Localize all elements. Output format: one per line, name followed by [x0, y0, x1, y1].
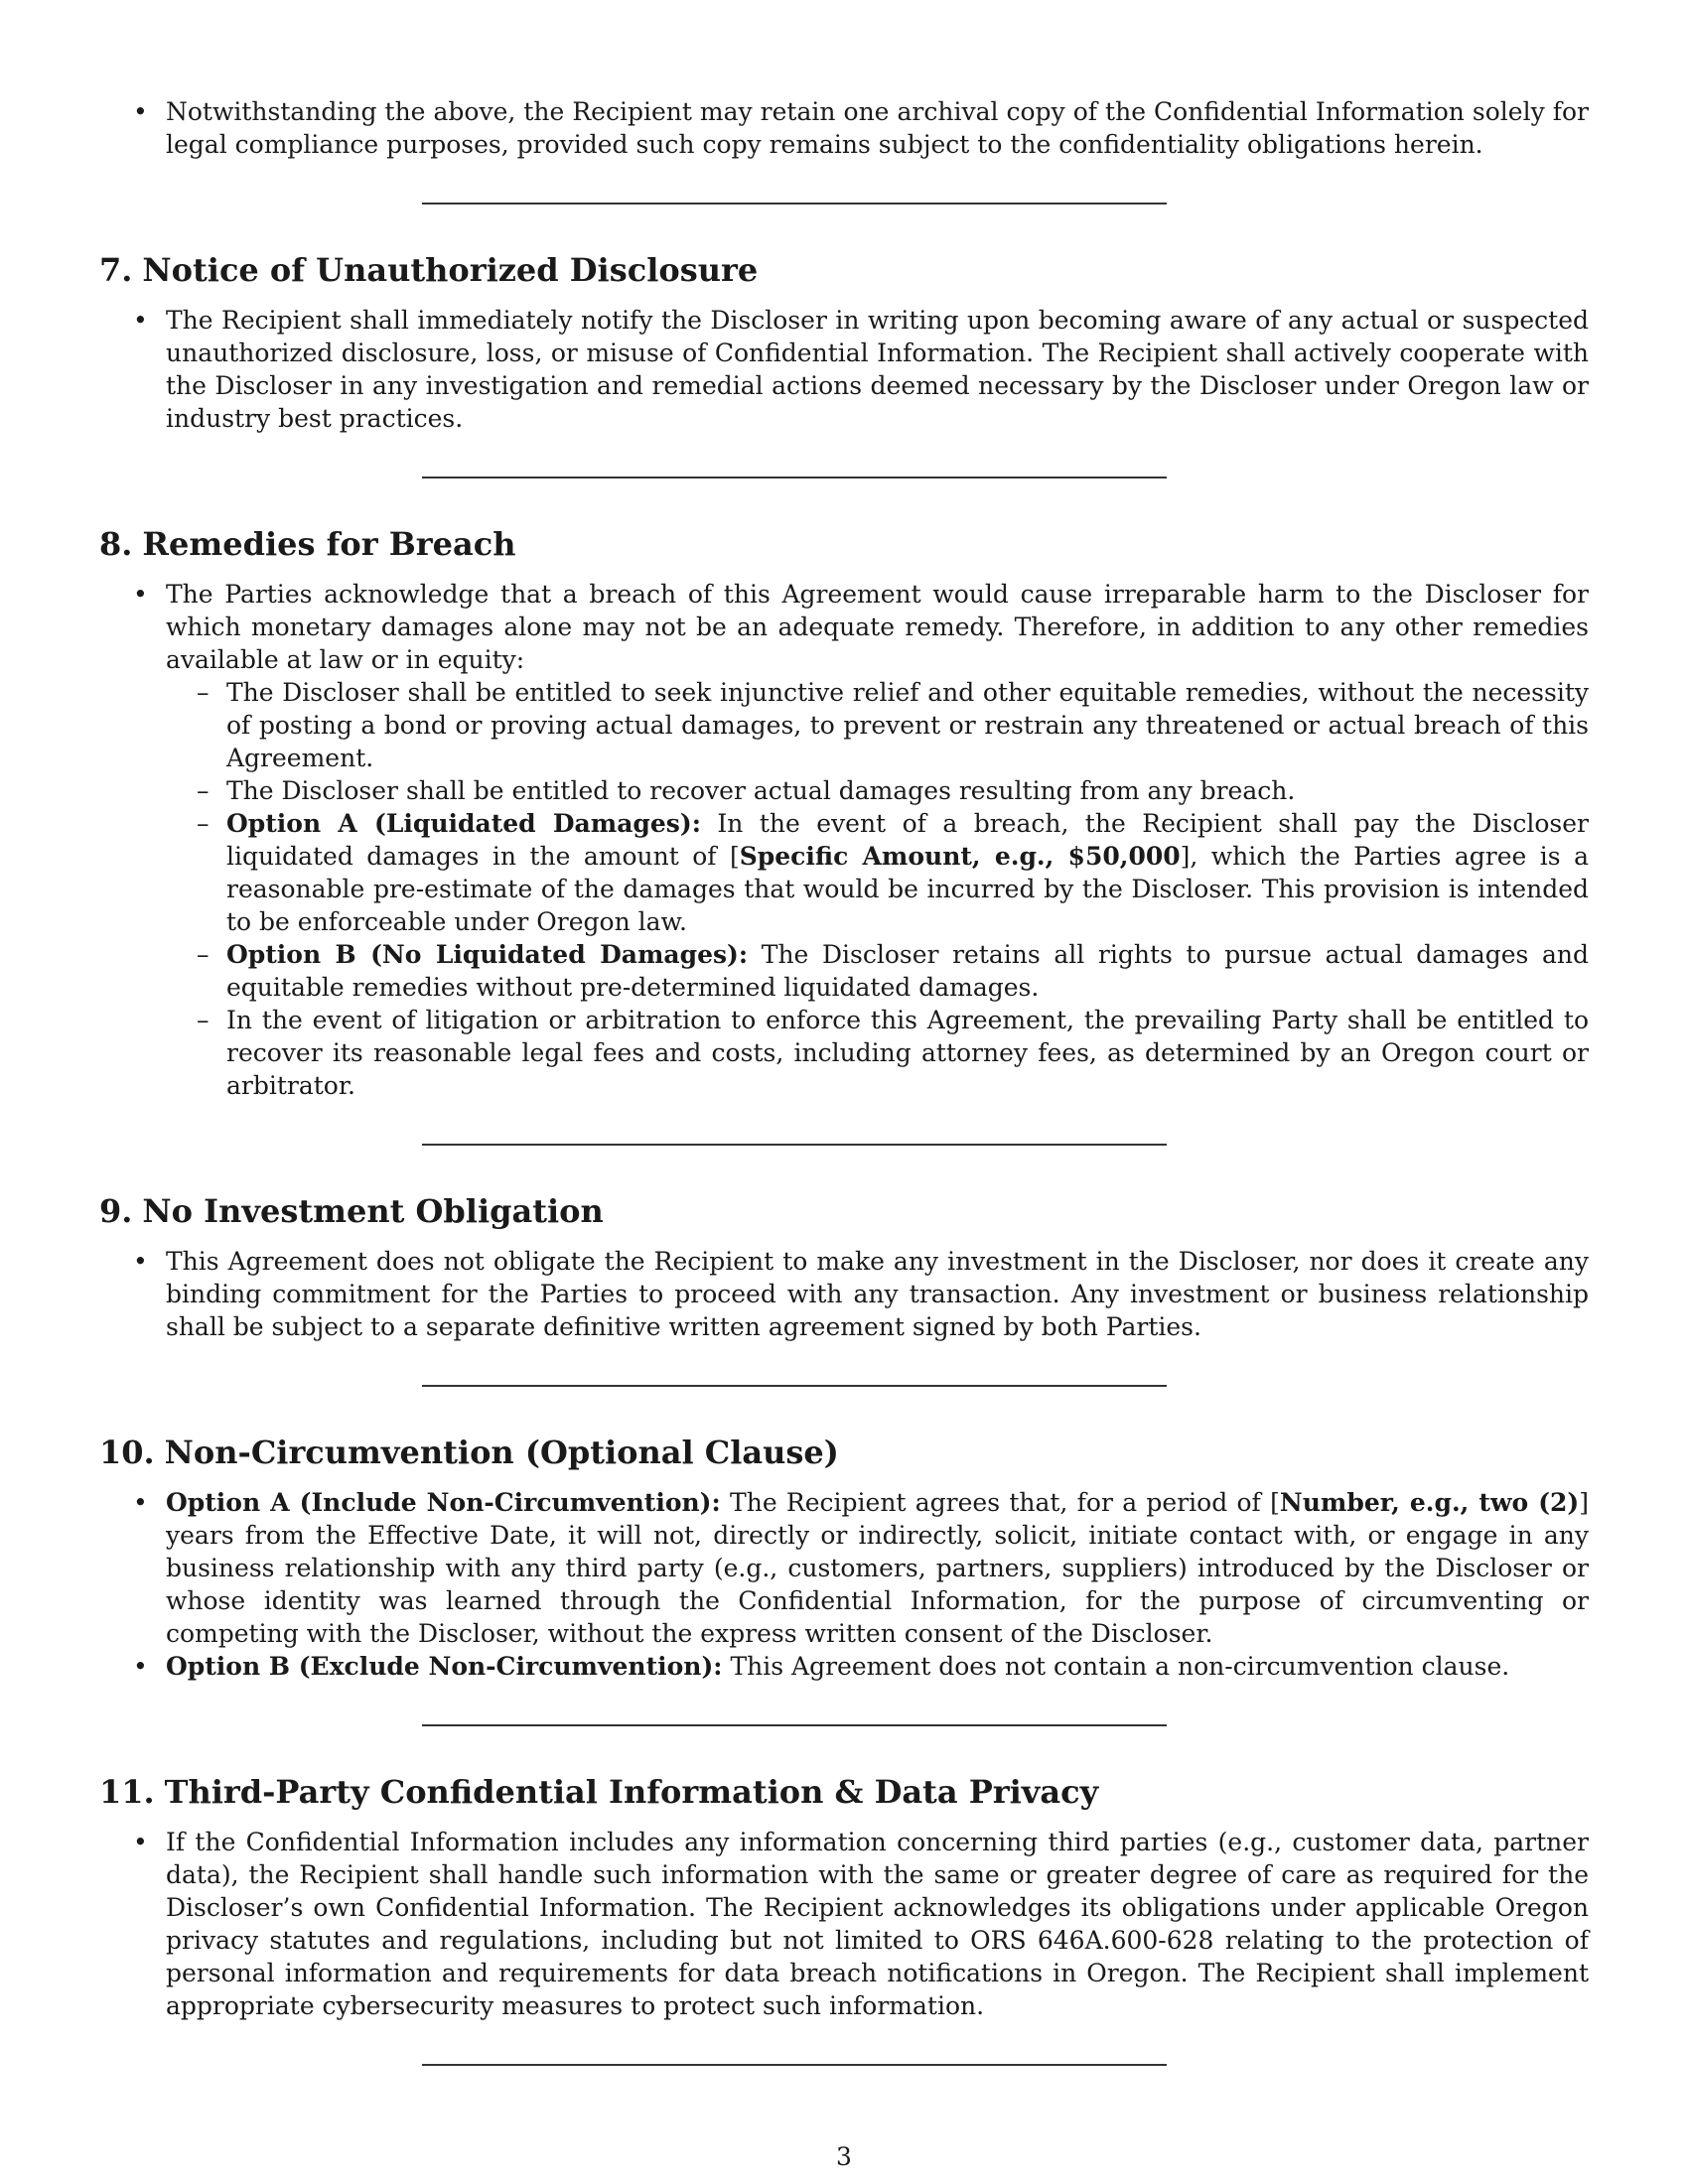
- sub-list: [166, 676, 1589, 1102]
- bullet-list: [99, 1486, 1589, 1683]
- intro-bullet-text: Notwithstanding the above, the Recipient may retain one archival copy of the Confidential Information solely for legal compliance purposes, provided such copy remains subject to the confidentiality obligations herein.: [166, 97, 1589, 159]
- section-10: [99, 1433, 1589, 1683]
- section-title: Remedies for Breach: [142, 525, 516, 563]
- section-heading: [99, 1772, 1589, 1812]
- sub-item-text: In the event of a breach, the Recipient shall pay the Discloser liquidated damages in the amount of [: [226, 809, 1589, 871]
- list-item: [99, 1826, 1589, 2022]
- section-heading: [99, 1433, 1589, 1472]
- list-item: [99, 578, 1589, 1102]
- list-item: [99, 304, 1589, 435]
- section-heading: [99, 524, 1589, 564]
- section-7: [99, 250, 1589, 435]
- section-divider: [422, 1144, 1167, 1146]
- option-label: Option A (Liquidated Damages):: [226, 809, 701, 838]
- bullet-text: ] years from the Effective Date, it will not, directly or indirectly, solicit, initiate contact with, or engage in any business relationship with any third party (e.g., customers, partners, suppliers) introduced by the Discloser or whose identity was learned through the Confidential Information, for the purpose of circumventing or competing with the Discloser, without the express written consent of the Discloser.: [166, 1488, 1590, 1648]
- bullet-text: The Recipient shall immediately notify the Discloser in writing upon becoming aware of any actual or suspected unauthorized disclosure, loss, or misuse of Confidential Information. The Recipient shall actively cooperate with the Discloser in any investigation and remedial actions deemed necessary by the Discloser under Oregon law or industry best practices.: [166, 306, 1589, 433]
- sub-list-item: [166, 938, 1589, 1004]
- section-number: 10.: [99, 1433, 155, 1471]
- section-heading: [99, 1191, 1589, 1231]
- section-11: [99, 1772, 1589, 2022]
- sub-item-text: In the event of litigation or arbitration to enforce this Agreement, the prevailing Party shall be entitled to recover its reasonable legal fees and costs, including attorney fees, as determined by an Oregon court or arbitrator.: [226, 1006, 1589, 1100]
- page-content: [99, 95, 1589, 2066]
- bullet-list: [99, 304, 1589, 435]
- section-divider: [422, 2064, 1167, 2066]
- option-label: Option B (No Liquidated Damages):: [226, 940, 749, 969]
- section-divider: [422, 203, 1167, 205]
- sub-list-item: [166, 676, 1589, 774]
- list-item: [99, 1245, 1589, 1343]
- section-divider: [422, 1724, 1167, 1726]
- bullet-text: The Parties acknowledge that a breach of this Agreement would cause irreparable harm to the Discloser for which monetary damages alone may not be an adequate remedy. Therefore, in addition to any other remedies available at law or in equity:: [166, 580, 1589, 674]
- option-label: Option B (Exclude Non-Circumvention):: [166, 1652, 723, 1681]
- sub-item-text: The Discloser shall be entitled to seek injunctive relief and other equitable remedies, without the necessity of posting a bond or proving actual damages, to prevent or restrain any threatened or actual breach of this Agreement.: [226, 678, 1589, 772]
- option-label: Option A (Include Non-Circumvention):: [166, 1488, 721, 1517]
- list-item: [99, 1486, 1589, 1650]
- section-number: 8.: [99, 525, 133, 563]
- placeholder-number: Number, e.g., two (2): [1279, 1488, 1580, 1517]
- section-title: Third-Party Confidential Information & Data Privacy: [164, 1773, 1099, 1811]
- bullet-list: [99, 1826, 1589, 2022]
- list-item: [99, 95, 1589, 161]
- sub-list-item: [166, 807, 1589, 938]
- section-number: 11.: [99, 1773, 155, 1811]
- intro-bullet-list: [99, 95, 1589, 161]
- section-number: 9.: [99, 1192, 133, 1230]
- section-number: 7.: [99, 251, 133, 289]
- page-number: 3: [836, 2142, 852, 2171]
- sub-item-text: ], which the Parties agree is a reasonable pre-estimate of the damages that would be incurred by the Discloser. This provision is intended to be enforceable under Oregon law.: [226, 842, 1589, 936]
- section-divider: [422, 1385, 1167, 1387]
- section-title: Notice of Unauthorized Disclosure: [142, 251, 759, 289]
- bullet-list: [99, 578, 1589, 1102]
- sub-item-text: The Discloser retains all rights to pursue actual damages and equitable remedies without pre-determined liquidated damages.: [226, 940, 1590, 1002]
- bullet-text: The Recipient agrees that, for a period of [: [720, 1488, 1280, 1517]
- section-divider: [422, 477, 1167, 478]
- bullet-text: This Agreement does not contain a non-circumvention clause.: [722, 1652, 1510, 1681]
- sub-list-item: [166, 1004, 1589, 1102]
- list-item: [99, 1650, 1589, 1683]
- sub-list-item: [166, 774, 1589, 807]
- section-heading: [99, 250, 1589, 290]
- bullet-text: If the Confidential Information includes any information concerning third parties (e.g., customer data, partner data), the Recipient shall handle such information with the same or greater degree of care as required for the Discloser’s own Confidential Information. The Recipient acknowledges its obligations under applicable Oregon privacy statutes and regulations, including but not limited to ORS 646A.600-628 relating to the protection of personal information and requirements for data breach notifications in Oregon. The Recipient shall implement appropriate cybersecurity measures to protect such information.: [166, 1828, 1589, 2020]
- section-title: Non-Circumvention (Optional Clause): [164, 1433, 839, 1471]
- section-8: [99, 524, 1589, 1102]
- sub-item-text: The Discloser shall be entitled to recover actual damages resulting from any breach.: [226, 776, 1296, 805]
- placeholder-amount: Specific Amount, e.g., $50,000: [739, 842, 1181, 871]
- bullet-text: This Agreement does not obligate the Recipient to make any investment in the Discloser, nor does it create any binding commitment for the Parties to proceed with any transaction. Any investment or business relationship shall be subject to a separate definitive written agreement signed by both Parties.: [166, 1247, 1589, 1341]
- section-9: [99, 1191, 1589, 1343]
- bullet-list: [99, 1245, 1589, 1343]
- section-title: No Investment Obligation: [142, 1192, 604, 1230]
